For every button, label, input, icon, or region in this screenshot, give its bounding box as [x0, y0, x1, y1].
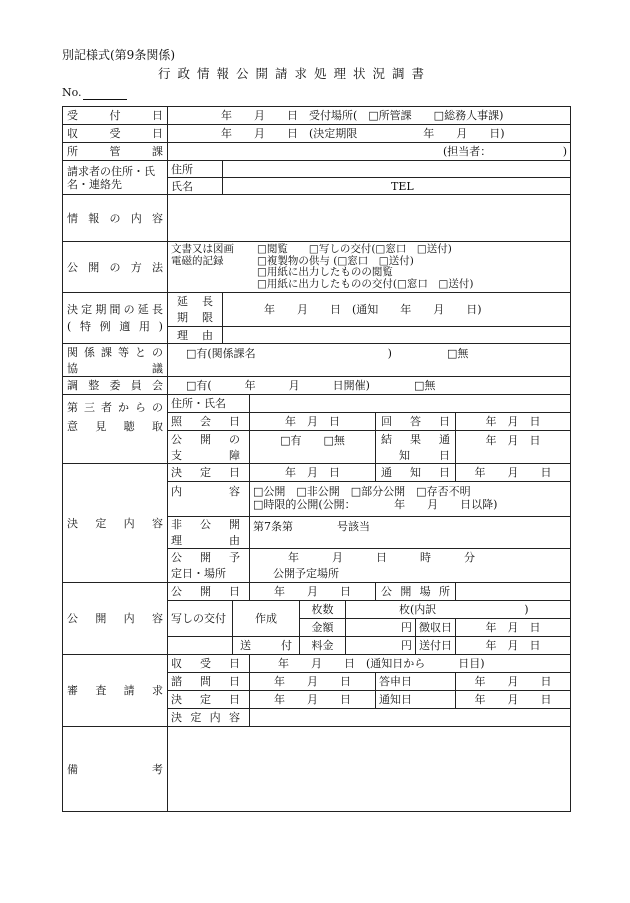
accepted-value: 年 月 日 (決定期限 年 月 日) — [221, 127, 505, 140]
send-label-text: 送 付 — [240, 639, 292, 652]
name-label: 氏名 — [168, 178, 223, 195]
obstacle-label-2: 支 障 — [171, 448, 240, 462]
method-label — [63, 242, 168, 293]
sent-label: 送付日 — [416, 637, 456, 655]
notice-value: 年 月 日 — [485, 434, 541, 447]
review-received-label — [168, 655, 250, 673]
count-label: 枚数 — [300, 601, 346, 619]
review-consult-label-text: 諮 問 日 — [171, 675, 240, 688]
consult-value: □有(関係課名 ) □無 — [186, 347, 469, 360]
form-title: 行政情報公開請求処理状況調書 — [158, 66, 432, 81]
decision-content-field[interactable]: □公開 □非公開 □部分公開 □存否不明 □時限的公開(公開： 年 月 日以降) — [250, 482, 571, 517]
accepted-label-text: 収 受 日 — [67, 127, 163, 140]
nondisclose-label — [168, 517, 250, 549]
review-received-value: 年 月 日 (通知日から 日目) — [278, 657, 485, 670]
review-decision-label-text: 決 定 日 — [171, 693, 240, 706]
consult-label — [63, 344, 168, 377]
collected-value: 年 月 日 — [485, 621, 541, 634]
review-report-label-text: 答申日 — [379, 675, 412, 688]
extension-period-label-2: 期 限 — [177, 311, 213, 324]
disclosure-place-label — [376, 583, 456, 601]
nondisclose-field[interactable] — [250, 517, 571, 549]
accepted-field[interactable] — [168, 125, 571, 143]
dept-label-text: 所 管 課 — [67, 145, 163, 158]
decision-label-text: 決 定 内 容 — [67, 516, 163, 530]
review-report-label — [376, 673, 456, 691]
info-label-text: 情 報 の 内 容 — [67, 211, 163, 225]
inquiry-field[interactable] — [250, 413, 376, 431]
committee-label — [63, 377, 168, 395]
review-received-label-text: 収 受 日 — [171, 657, 240, 670]
extension-label-line2: ( 特 例 適 用 ) — [67, 320, 163, 333]
committee-field[interactable] — [168, 377, 571, 395]
reply-label — [376, 413, 456, 431]
review-report-field[interactable] — [456, 673, 571, 691]
notice-label-2: 知 日 — [399, 448, 450, 462]
count-field[interactable] — [346, 601, 571, 619]
fee-label: 料金 — [300, 637, 346, 655]
name-field[interactable] — [223, 178, 571, 195]
committee-value: □有( 年 月 日開催) □無 — [186, 379, 436, 392]
review-content-label — [168, 709, 250, 727]
copy-label: 写しの交付 — [168, 601, 233, 637]
decision-date-field[interactable] — [250, 464, 376, 482]
notice-label-1: 結 果 通 — [381, 432, 450, 446]
fee-unit: 円 — [401, 639, 412, 652]
requester-label: 請求者の住所・氏名・連絡先 — [63, 161, 168, 195]
review-notice-value: 年 月 日 — [474, 693, 552, 706]
third-party-label — [63, 395, 168, 464]
review-notice-field[interactable] — [456, 691, 571, 709]
extension-reason-field[interactable] — [223, 327, 571, 344]
method-field[interactable] — [168, 242, 571, 293]
obstacle-label-1: 公 開 の — [171, 432, 240, 446]
collected-field[interactable] — [456, 619, 571, 637]
disclosure-label — [63, 583, 168, 655]
extension-period-field[interactable] — [223, 293, 571, 327]
obstacle-value: □有 □無 — [280, 434, 345, 447]
form-number-field[interactable] — [83, 99, 127, 100]
received-label-text: 受 付 日 — [67, 109, 163, 122]
count-value: 枚(内訳 ) — [399, 603, 529, 616]
received-label — [63, 107, 168, 125]
received-value: 年 月 日 受付場所( □所管課 □総務人事課) — [221, 109, 504, 122]
decision-label — [63, 464, 168, 583]
decision-content-label-text: 内 容 — [171, 485, 240, 498]
disclosure-date-value: 年 月 日 — [274, 585, 351, 598]
decision-date-value: 年 月 日 — [285, 466, 340, 479]
notice-field[interactable] — [456, 431, 571, 464]
address-label: 住所 — [168, 161, 223, 178]
sent-field[interactable] — [456, 637, 571, 655]
schedule-label-2: 定日・場所 — [171, 567, 226, 580]
third-party-address-label: 住所・氏名 — [168, 395, 250, 413]
extension-label — [63, 293, 168, 344]
remarks-label — [63, 727, 168, 812]
decision-notice-label-text: 通 知 日 — [381, 466, 450, 479]
inquiry-label-text: 照 会 日 — [171, 415, 240, 428]
extension-period-label-1: 延 長 — [177, 295, 213, 308]
committee-label-text: 調 整 委 員 会 — [67, 379, 163, 392]
review-consult-value: 年 月 日 — [274, 675, 351, 688]
extension-label-line1: 決 定 期 間 の 延 長 — [67, 303, 163, 316]
fee-field[interactable] — [346, 637, 416, 655]
disclosure-blank — [168, 637, 233, 655]
third-party-label-line1: 第 三 者 か ら の — [67, 401, 163, 414]
form-table — [62, 106, 571, 812]
review-label — [63, 655, 168, 727]
schedule-field[interactable] — [250, 549, 571, 583]
amount-field[interactable] — [346, 619, 416, 637]
third-party-address-field[interactable] — [250, 395, 571, 413]
decision-date-label — [168, 464, 250, 482]
decision-notice-label — [376, 464, 456, 482]
address-field[interactable] — [223, 161, 571, 178]
dept-field[interactable] — [168, 143, 571, 161]
nondisclose-label-2: 理 由 — [171, 534, 240, 547]
nondisclose-value: 第7条第 号該当 — [253, 520, 370, 533]
reply-label-text: 回 答 日 — [381, 415, 450, 428]
review-decision-label — [168, 691, 250, 709]
review-received-field[interactable] — [250, 655, 571, 673]
tel-label: TEL — [391, 179, 414, 193]
review-content-label-text: 決 定 内 容 — [171, 711, 240, 724]
dept-label — [63, 143, 168, 161]
nondisclose-label-1: 非 公 開 — [171, 518, 240, 531]
decision-date-label-text: 決 定 日 — [171, 466, 240, 479]
inquiry-label — [168, 413, 250, 431]
dept-value: (担当者： ) — [442, 145, 568, 158]
reply-value: 年 月 日 — [485, 415, 541, 428]
method-options[interactable]: □閲覧 □写しの交付(□窓口 □送付) □複製物の供与 (□窓口 □送付) □用紙に出力したものの閲覧 □用紙に出力したものの交付(□窓口 □送付) — [257, 243, 474, 290]
form-annex-label: 別記様式(第9条関係) — [62, 48, 175, 62]
disclosure-place-field[interactable] — [456, 583, 571, 601]
extension-period-label — [168, 293, 223, 327]
obstacle-field[interactable] — [250, 431, 376, 464]
extension-reason-label-text: 理 由 — [177, 328, 213, 342]
schedule-value-2: 公開予定場所 — [273, 567, 339, 580]
extension-period-value: 年 月 日 (通知 年 月 日) — [264, 303, 482, 316]
disclosure-date-label-text: 公 開 日 — [171, 585, 240, 598]
review-report-value: 年 月 日 — [474, 675, 552, 688]
reply-field[interactable] — [456, 413, 571, 431]
review-notice-label — [376, 691, 456, 709]
schedule-label-1: 公 開 予 — [171, 551, 240, 564]
decision-content-label — [168, 482, 250, 517]
remarks-label-text: 備 考 — [67, 762, 163, 776]
disclosure-date-label — [168, 583, 250, 601]
decision-notice-value: 年 月 日 — [474, 466, 552, 479]
schedule-value-1: 年 月 日 時 分 — [288, 551, 475, 564]
made-label: 作成 — [233, 601, 300, 637]
review-label-text: 審 査 請 求 — [67, 684, 163, 697]
form-number-label: No. — [62, 86, 82, 99]
review-content-field[interactable] — [250, 709, 571, 727]
review-consult-field[interactable] — [250, 673, 376, 691]
remarks-field[interactable] — [168, 727, 571, 812]
decision-notice-field[interactable] — [456, 464, 571, 482]
info-field[interactable] — [168, 195, 571, 242]
review-consult-label — [168, 673, 250, 691]
sent-value: 年 月 日 — [485, 639, 541, 652]
method-doc-type: 文書又は図画 電磁的記録 — [171, 243, 234, 267]
accepted-label — [63, 125, 168, 143]
review-decision-value: 年 月 日 — [274, 693, 351, 706]
disclosure-date-field[interactable] — [250, 583, 376, 601]
received-field[interactable] — [168, 107, 571, 125]
extension-reason-label — [168, 327, 223, 344]
send-label — [233, 637, 300, 655]
method-label-text: 公 開 の 方 法 — [67, 260, 163, 274]
review-decision-field[interactable] — [250, 691, 376, 709]
info-label — [63, 195, 168, 242]
third-party-label-line2: 意 見 聴 取 — [67, 420, 163, 433]
consult-label-line1: 関 係 課 等 と の — [67, 345, 163, 359]
schedule-label — [168, 549, 250, 583]
disclosure-place-label-text: 公 開 場 所 — [381, 585, 450, 598]
disclosure-label-text: 公 開 内 容 — [67, 612, 163, 625]
consult-field[interactable] — [168, 344, 571, 377]
collected-label: 徴収日 — [416, 619, 456, 637]
obstacle-label — [168, 431, 250, 464]
consult-label-line2: 協 議 — [67, 361, 163, 375]
review-notice-label-text: 通知日 — [379, 693, 412, 706]
inquiry-value: 年 月 日 — [285, 415, 340, 428]
amount-unit: 円 — [401, 621, 412, 634]
notice-label — [376, 431, 456, 464]
amount-label: 金額 — [300, 619, 346, 637]
